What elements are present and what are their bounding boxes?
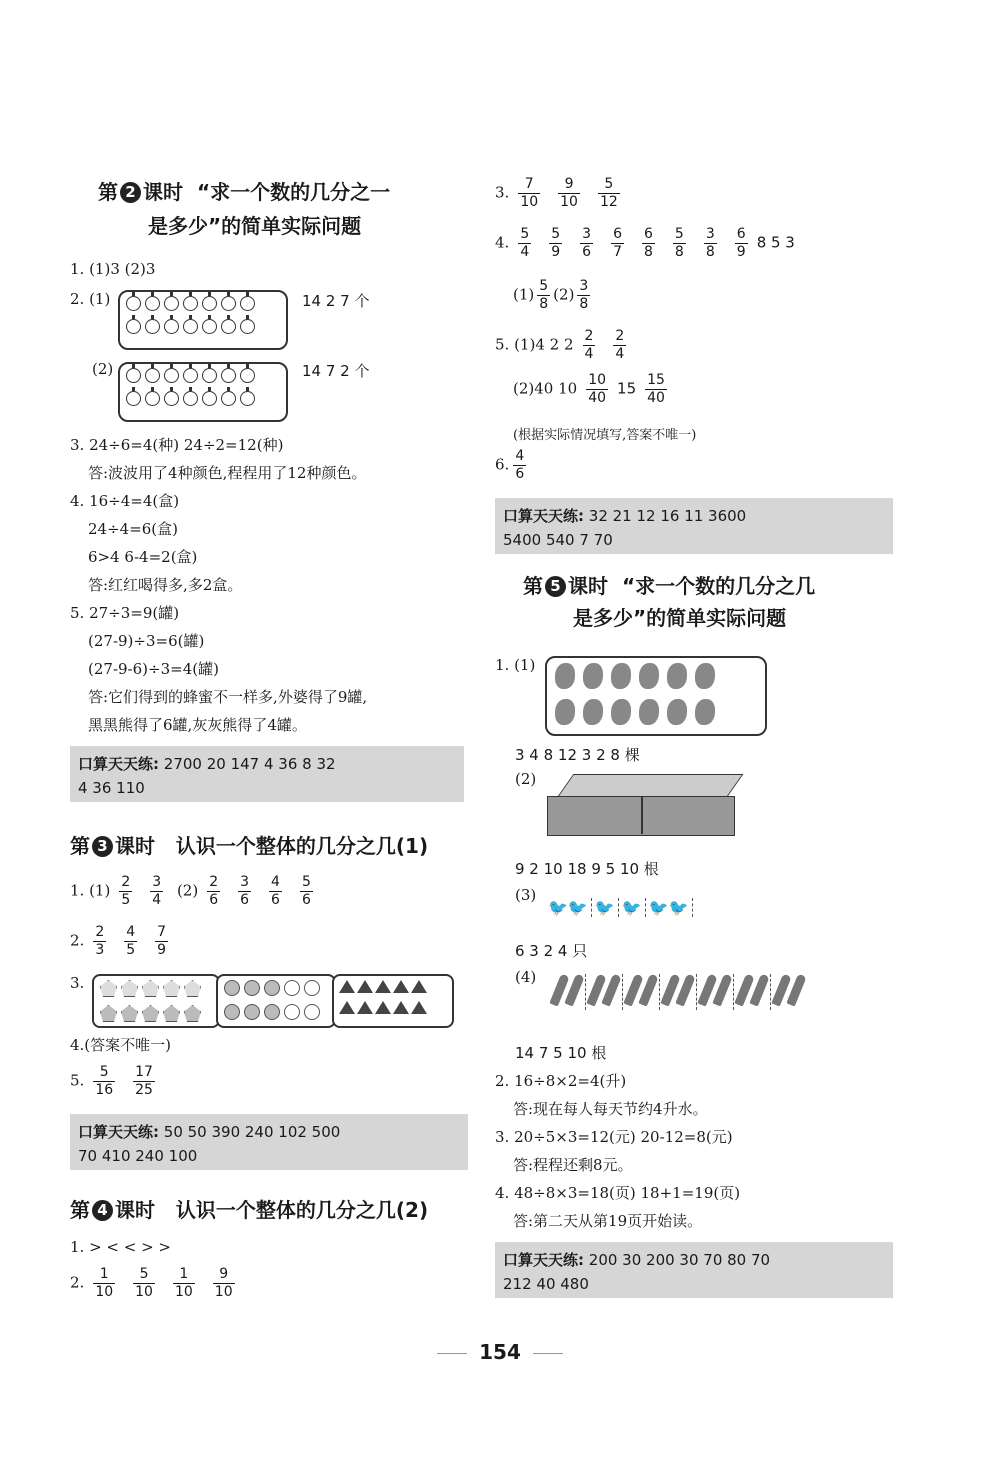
oral-line-2: 70 410 240 100 — [78, 1147, 198, 1165]
title-prefix: 第 — [70, 1198, 90, 1222]
lesson-2-title-line-b: 是多少”的简单实际问题 — [148, 214, 362, 238]
q3-line-1: 3. 24÷6=4(种) 24÷2=12(种) — [70, 436, 284, 454]
oral-line-1: 50 50 390 240 102 500 — [163, 1123, 341, 1141]
oral-line-2: 212 40 480 — [503, 1275, 589, 1293]
fraction: $\frac{5}{12}$ — [599, 176, 618, 210]
title-prefix: 第 — [98, 180, 118, 204]
q6-label: 6. — [495, 455, 510, 474]
oral-line-1: 32 21 12 16 11 3600 — [588, 507, 747, 525]
q4b-label-1: (1) — [513, 285, 535, 304]
title-mid: 课时 — [143, 180, 183, 204]
r-q3 — [495, 176, 629, 211]
oral-label: 口算天天练: — [78, 755, 159, 773]
lesson-4-title — [70, 1194, 428, 1223]
fraction: $\frac{2}{3}$ — [95, 924, 105, 958]
fraction: $\frac{2}{4}$ — [615, 328, 625, 362]
q2-label: 2. — [70, 931, 85, 950]
q2-line-1: 2. 16÷8×2=4(升) — [495, 1072, 627, 1090]
fraction: $\frac{3}{6}$ — [240, 874, 250, 908]
l4-q2 — [70, 1266, 244, 1301]
title-mid: 课时 — [115, 1198, 155, 1222]
q5-line-4: 答:它们得到的蜂蜜不一样多,外婆得了9罐, — [88, 688, 368, 706]
q5-note: (根据实际情况填写,答案不唯一) — [513, 428, 697, 443]
apple-box-1 — [118, 290, 288, 350]
q1-label: 1. (1) — [495, 656, 536, 674]
oral-line-1: 200 30 200 30 70 80 70 — [588, 1251, 771, 1269]
q5-label: 5. — [70, 1071, 85, 1090]
title-prefix: 第 — [70, 834, 90, 858]
fraction: $\frac{3}{4}$ — [152, 874, 162, 908]
fraction: $\frac{2}{4}$ — [584, 328, 594, 362]
apple-box-2 — [118, 362, 288, 422]
fraction: $\frac{6}{9}$ — [736, 226, 746, 260]
q4-label: 4. — [495, 233, 510, 252]
oral-line-1: 2700 20 147 4 36 8 32 — [163, 755, 336, 773]
fraction: $\frac{5}{10}$ — [135, 1266, 153, 1300]
oral-practice-bar-3 — [495, 498, 893, 554]
title-prefix: 第 — [523, 574, 543, 598]
oral-label: 口算天天练: — [503, 1251, 584, 1269]
egg-crate — [547, 774, 733, 836]
q4-line-2: 答:第二天从第19页开始读。 — [513, 1212, 703, 1230]
fraction: $\frac{9}{10}$ — [214, 1266, 233, 1300]
q1c-label: (3) — [515, 886, 537, 904]
q1b-label: (2) — [515, 770, 537, 788]
fraction: $\frac{4}{5}$ — [126, 924, 136, 958]
bird-row: 🐦🐦 🐦 🐦 🐦🐦 — [545, 898, 693, 917]
fraction: $\frac{3}{6}$ — [582, 226, 592, 260]
lesson-2-title — [98, 176, 390, 205]
fraction: $\frac{9}{10}$ — [560, 176, 578, 210]
leaf-box — [545, 656, 767, 736]
lesson-5-title-line-b: 是多少”的简单实际问题 — [573, 606, 787, 630]
q1-label: 1. (1) — [70, 881, 111, 900]
lesson-number-badge: 5 — [545, 576, 566, 597]
l3-q4: 4.(答案不唯一) — [70, 1036, 172, 1054]
title-mid: 课时 — [568, 574, 608, 598]
q1c-answer: 6 3 2 4 只 — [515, 942, 588, 960]
q2-line-2: 答:现在每人每天节约4升水。 — [513, 1100, 708, 1118]
q3-label: 3. — [495, 183, 510, 202]
title-line-a: “求一个数的几分之几 — [621, 574, 816, 598]
fraction: $\frac{1}{10}$ — [95, 1266, 114, 1300]
q5b-mid: 15 — [617, 379, 637, 398]
q1a-answer: 3 4 8 12 3 2 8 棵 — [515, 746, 640, 764]
lesson-3-title — [70, 830, 428, 859]
l4-q1: 1. > < < > > — [70, 1238, 171, 1256]
fraction: $\frac{5}{16}$ — [95, 1064, 114, 1098]
q5-line-5: 黑黑熊得了6罐,灰灰熊得了4罐。 — [88, 716, 307, 734]
pentagon-box — [92, 974, 220, 1028]
oral-label: 口算天天练: — [78, 1123, 159, 1141]
l3-q5 — [70, 1064, 164, 1099]
fraction: $\frac{3}{8}$ — [705, 226, 715, 260]
fraction: $\frac{3}{8}$ — [579, 278, 589, 312]
q2b-label: (2) — [92, 360, 114, 378]
q5-line-1: 5. 27÷3=9(罐) — [70, 604, 180, 622]
l3-q2 — [70, 924, 177, 959]
q1b-label: (2) — [176, 881, 199, 900]
q4-line-4: 答:红红喝得多,多2盒。 — [88, 576, 243, 594]
r-q5b — [513, 372, 676, 407]
q1b-answer: 9 2 10 18 9 5 10 根 — [515, 860, 659, 878]
fraction: $\frac{15}{40}$ — [647, 372, 665, 406]
fraction: $\frac{1}{10}$ — [174, 1266, 193, 1300]
l3-q1 — [70, 874, 322, 909]
fraction: $\frac{4}{6}$ — [271, 874, 280, 908]
q2b-answer: 14 7 2 个 — [302, 362, 370, 380]
q3-line-1: 3. 20÷5×3=12(元) 20-12=8(元) — [495, 1128, 733, 1146]
q2-label: 2. — [70, 1273, 85, 1292]
title-mid: 课时 — [115, 834, 155, 858]
title-text: 认识一个整体的几分之几(1) — [175, 834, 429, 858]
q4-line-2: 24÷4=6(盒) — [88, 520, 179, 538]
oral-practice-bar-4 — [495, 1242, 893, 1298]
fraction: $\frac{5}{8}$ — [539, 278, 549, 312]
fraction: $\frac{5}{4}$ — [520, 226, 530, 260]
fraction: $\frac{7}{9}$ — [157, 924, 167, 958]
q4b-label-2: (2) — [553, 285, 575, 304]
r-q4b — [513, 278, 593, 313]
oral-practice-bar-1 — [70, 746, 464, 802]
q4-line-1: 4. 48÷8×3=18(页) 18+1=19(页) — [495, 1184, 741, 1202]
q5b-label: (2)40 10 — [513, 379, 578, 398]
fraction: $\frac{4}{6}$ — [515, 448, 525, 482]
fraction: $\frac{6}{7}$ — [613, 226, 622, 260]
fraction: $\frac{2}{5}$ — [121, 874, 131, 908]
lesson-number-badge: 2 — [120, 182, 141, 203]
q2a-label: 2. (1) — [70, 290, 111, 308]
q2a-answer: 14 2 7 个 — [302, 292, 370, 310]
lesson-number-badge: 3 — [92, 836, 113, 857]
r-q5 — [495, 328, 635, 363]
fraction: $\frac{5}{6}$ — [301, 874, 311, 908]
q3-line-2: 答:程程还剩8元。 — [513, 1156, 633, 1174]
triangle-box — [332, 974, 454, 1028]
q4-line-3: 6>4 6-4=2(盒) — [88, 548, 198, 566]
r-q6 — [495, 448, 530, 483]
fraction: $\frac{2}{6}$ — [209, 874, 219, 908]
circle-box — [216, 974, 336, 1028]
page-number — [0, 1340, 1000, 1364]
lesson-number-badge: 4 — [92, 1200, 113, 1221]
fraction: $\frac{7}{10}$ — [520, 176, 539, 210]
q3-label: 3. — [70, 974, 85, 992]
q1d-answer: 14 7 5 10 根 — [515, 1044, 607, 1062]
fraction: $\frac{10}{40}$ — [588, 372, 607, 406]
fraction: $\frac{6}{8}$ — [644, 226, 653, 260]
fraction: $\frac{5}{9}$ — [551, 226, 561, 260]
q5-line-2: (27-9)÷3=6(罐) — [88, 632, 205, 650]
r-q4 — [495, 226, 795, 261]
q1-answer: 1. (1)3 (2)3 — [70, 260, 156, 278]
q3-line-2: 答:波波用了4种颜色,程程用了12种颜色。 — [88, 464, 367, 482]
q4-tail: 8 5 3 — [756, 233, 795, 252]
carrot-row — [549, 974, 807, 1010]
oral-line-2: 5400 540 7 70 — [503, 531, 613, 549]
oral-line-2: 4 36 110 — [78, 779, 145, 797]
q5-label: 5. (1)4 2 2 — [495, 335, 574, 354]
q4-line-1: 4. 16÷4=4(盒) — [70, 492, 180, 510]
oral-label: 口算天天练: — [503, 507, 584, 525]
q1d-label: (4) — [515, 968, 537, 986]
fraction: $\frac{17}{25}$ — [135, 1064, 153, 1098]
page-number-text: 154 — [479, 1340, 521, 1364]
title-line-a: “求一个数的几分之一 — [196, 180, 391, 204]
title-text: 认识一个整体的几分之几(2) — [175, 1198, 429, 1222]
oral-practice-bar-2 — [70, 1114, 468, 1170]
q5-line-3: (27-9-6)÷3=4(罐) — [88, 660, 219, 678]
lesson-5-title — [523, 570, 815, 599]
fraction: $\frac{5}{8}$ — [674, 226, 684, 260]
